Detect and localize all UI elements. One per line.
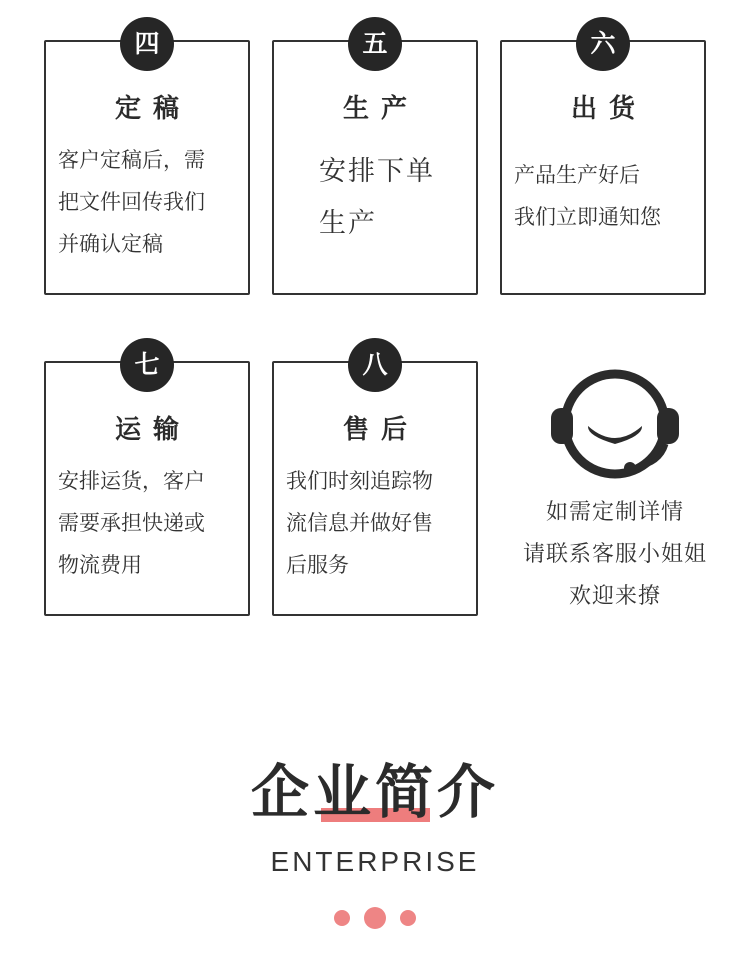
section-subtitle: ENTERPRISE bbox=[270, 846, 480, 877]
step-number-badge: 七 bbox=[120, 338, 174, 392]
step-description-line: 客户定稿后，需 bbox=[58, 148, 205, 172]
decorative-dot bbox=[364, 907, 386, 929]
step-description-line: 需要承担快递或 bbox=[58, 511, 205, 535]
step-description-line: 后服务 bbox=[286, 553, 349, 577]
step-number-badge: 八 bbox=[348, 338, 402, 392]
step-number-badge: 六 bbox=[576, 17, 630, 71]
step-title: 运输 bbox=[114, 415, 191, 445]
step-description-line: 物流费用 bbox=[58, 553, 142, 577]
step-description bbox=[58, 460, 242, 586]
contact-line: 欢迎来撩 bbox=[568, 584, 661, 609]
headset-icon bbox=[548, 364, 682, 480]
step-description bbox=[319, 146, 470, 250]
step-card-5 bbox=[272, 29, 478, 295]
section-title: 企业简介 bbox=[250, 758, 499, 826]
step-description-line: 流信息并做好售 bbox=[286, 511, 433, 535]
decorative-dot bbox=[334, 910, 350, 926]
step-description-line: 把文件回传我们 bbox=[58, 190, 205, 214]
step-description bbox=[286, 460, 470, 586]
step-card-8 bbox=[272, 350, 478, 616]
contact-line: 如需定制详情 bbox=[545, 500, 684, 525]
step-description-line: 安排下单 bbox=[319, 156, 435, 187]
step-number-badge: 四 bbox=[120, 17, 174, 71]
contact-message bbox=[500, 492, 730, 618]
step-description-line: 产品生产好后 bbox=[514, 163, 640, 187]
step-title: 生产 bbox=[342, 94, 419, 124]
step-card-4 bbox=[44, 29, 250, 295]
contact-line: 请联系客服小姐姐 bbox=[522, 542, 707, 567]
step-card-6 bbox=[500, 29, 706, 295]
customer-service-contact bbox=[500, 360, 730, 620]
step-description-line: 我们时刻追踪物 bbox=[286, 469, 433, 493]
step-description-line: 我们立即通知您 bbox=[514, 205, 661, 229]
step-card-7 bbox=[44, 350, 250, 616]
step-title: 出货 bbox=[570, 94, 647, 124]
decorative-dot bbox=[400, 910, 416, 926]
step-title: 定稿 bbox=[114, 94, 191, 124]
step-description-line: 并确认定稿 bbox=[58, 232, 163, 256]
step-title: 售后 bbox=[342, 415, 419, 445]
step-description-line: 安排运货，客户 bbox=[58, 469, 205, 493]
step-number-badge: 五 bbox=[348, 17, 402, 71]
step-description-line: 生产 bbox=[319, 208, 377, 239]
step-description bbox=[514, 154, 698, 238]
step-description bbox=[58, 139, 242, 265]
